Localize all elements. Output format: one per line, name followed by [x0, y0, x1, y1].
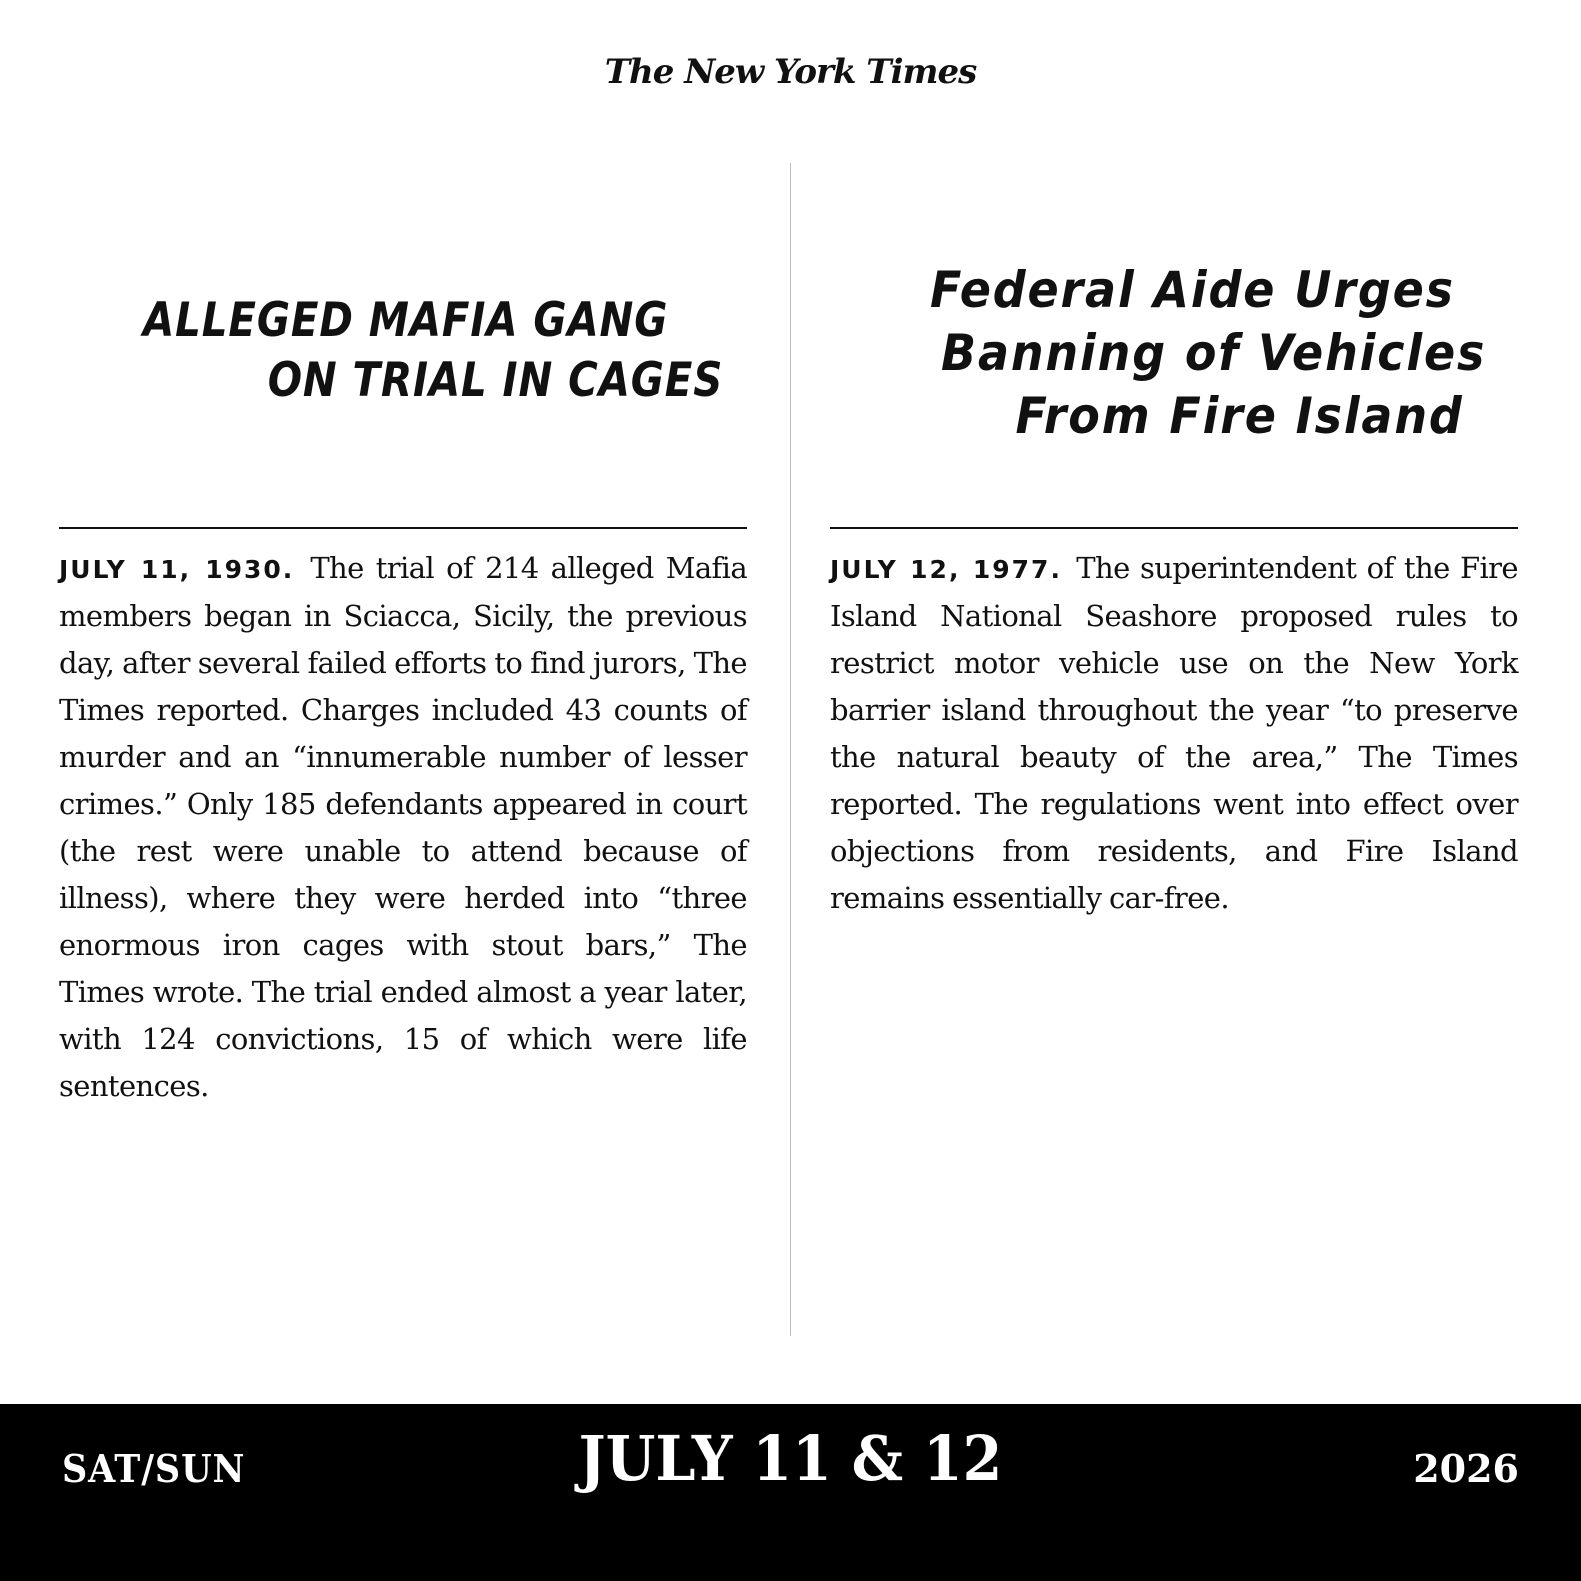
left-headline-line-1: ALLEGED MAFIA GANG: [143, 293, 669, 348]
day-of-week: SAT/SUN: [62, 1446, 246, 1491]
right-headline-area: [830, 163, 1518, 528]
left-article-body: [59, 545, 747, 1110]
column-divider: [790, 163, 791, 1336]
left-column: [59, 163, 747, 1110]
left-headline-area: [59, 163, 747, 528]
right-article-body: [830, 545, 1518, 922]
right-dateline: JULY 12, 1977.: [830, 555, 1062, 584]
left-headline: [143, 291, 723, 411]
right-column: [830, 163, 1518, 922]
left-dateline: JULY 11, 1930.: [59, 555, 295, 584]
right-headline-line-3: From Fire Island: [1015, 387, 1464, 445]
calendar-year: 2026: [1413, 1446, 1519, 1491]
right-article-text: The superintendent of the Fire Island National Seashore proposed rules to restrict motor vehicle use on the New York barrier island throughout the year “to preserve the natural beauty of the area,” The Times reported. The regulations went into effect over objections from residents, and Fire Island remains essentially car-free.: [830, 551, 1518, 915]
masthead-logo: The New York Times: [604, 52, 977, 92]
right-headline-line-2: Banning of Vehicles: [941, 324, 1487, 382]
right-headline-line-1: Federal Aide Urges: [930, 261, 1455, 319]
left-article-text: The trial of 214 alleged Mafia members began in Sciacca, Sicily, the previous day, after several failed efforts to find jurors, The Times reported. Charges included 43 counts of murder and an “innumerable number of lesser crimes.” Only 185 defendants appeared in court (the rest were unable to attend because of illness), where they were herded into “three enormous iron cages with stout bars,” The Times wrote. The trial ended almost a year later, with 124 convictions, 15 of which were life sentences.: [59, 551, 748, 1103]
left-headline-line-2: ON TRIAL IN CAGES: [267, 353, 724, 408]
right-headline: [930, 259, 1486, 448]
date-footer-bar: [0, 1404, 1581, 1581]
calendar-date: JULY 11 & 12: [578, 1422, 1003, 1495]
